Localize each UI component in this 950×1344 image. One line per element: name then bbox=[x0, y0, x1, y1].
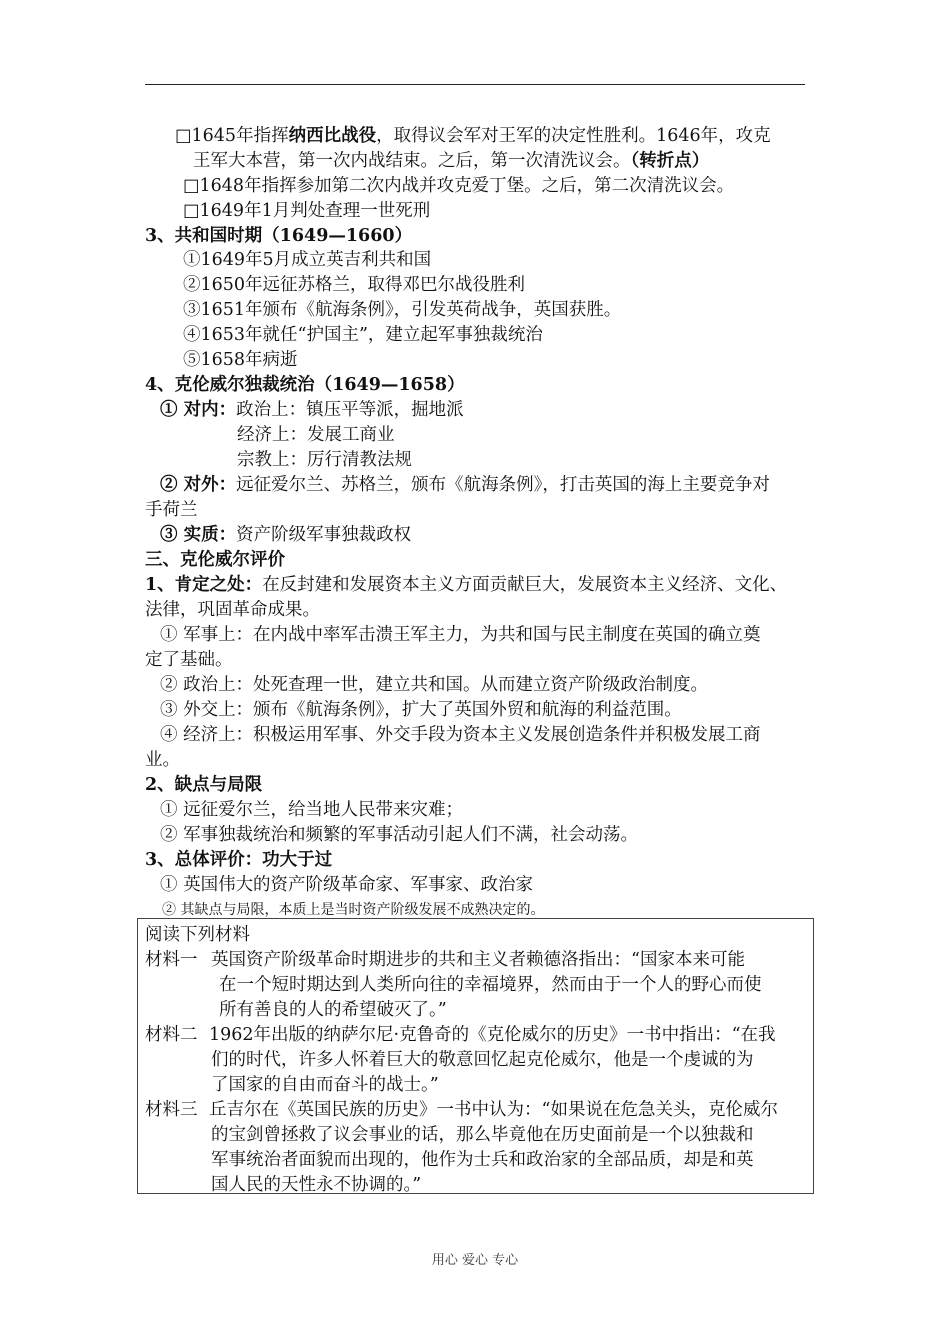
essence bbox=[160, 524, 411, 546]
republic-item-1: ①1649年5月成立英吉利共和国 bbox=[183, 250, 432, 270]
material-2-line-1: 1962年出版的纳萨尔尼·克鲁奇的《克伦威尔的历史》一书中指出：“在我 bbox=[209, 1025, 776, 1045]
material-2-line-2: 们的时代，许多人怀着巨大的敬意回忆起克伦威尔，他是一个虔诚的为 bbox=[211, 1050, 754, 1070]
item-1646-text: 王军大本营，第一次内战结束。之后，第一次清洗议会。 bbox=[193, 151, 631, 171]
heading-evaluation: 三、克伦威尔评价 bbox=[145, 550, 285, 570]
republic-item-5: ⑤1658年病逝 bbox=[183, 350, 298, 370]
heading-dictatorship: 4、克伦威尔独裁统治（1649—1658） bbox=[145, 375, 465, 395]
economic-eval-cont: 业。 bbox=[145, 750, 180, 770]
item-1645-text: □1645年指挥 bbox=[175, 126, 289, 146]
material-1-label: 材料一 bbox=[145, 950, 198, 970]
page-footer: 用心 爱心 专心 bbox=[431, 1253, 519, 1268]
material-3-line-4: 国人民的天性永不协调的。” bbox=[211, 1175, 422, 1195]
heading-republic: 3、共和国时期（1649—1660） bbox=[145, 226, 413, 246]
item-1648: □1648年指挥参加第二次内战并攻克爱丁堡。之后，第二次清洗议会。 bbox=[183, 176, 735, 196]
positive-label: 1、肯定之处： bbox=[145, 575, 263, 595]
positive-text: 在反封建和发展资本主义方面贡献巨大，发展资本主义经济、文化、 bbox=[262, 575, 788, 595]
foreign-text-cont: 手荷兰 bbox=[145, 500, 198, 520]
material-3-line-1: 丘吉尔在《英国民族的历史》一书中认为：“如果说在危急关头，克伦威尔 bbox=[209, 1100, 778, 1120]
domestic-religion: 宗教上：厉行清教法规 bbox=[237, 450, 412, 470]
material-1-line-1: 英国资产阶级革命时期进步的共和主义者赖德洛指出：“国家本来可能 bbox=[211, 950, 745, 970]
overall-1: ① 英国伟大的资产阶级革命家、军事家、政治家 bbox=[160, 875, 534, 895]
item-1645-text-cont: ，取得议会军对王军的决定性胜利。1646年，攻克 bbox=[376, 126, 771, 146]
foreign-label: ② 对外： bbox=[160, 475, 237, 495]
naseby-battle: 纳西比战役 bbox=[288, 126, 377, 146]
material-1-line-3: 所有善良的人的希望破灭了。” bbox=[219, 1000, 447, 1020]
header-rule bbox=[145, 84, 805, 85]
domestic-label: ① 对内： bbox=[160, 400, 237, 420]
military-eval-cont: 定了基础。 bbox=[145, 650, 233, 670]
item-1646 bbox=[193, 150, 709, 172]
shortcoming-1: ① 远征爱尔兰，给当地人民带来灾难； bbox=[160, 800, 464, 820]
domestic-economy: 经济上：发展工商业 bbox=[237, 425, 395, 445]
republic-item-4: ④1653年就任“护国主”，建立起军事独裁统治 bbox=[183, 325, 543, 345]
material-2-label: 材料二 bbox=[145, 1025, 198, 1045]
domestic-politics-text: 政治上：镇压平等派，掘地派 bbox=[236, 400, 464, 420]
economic-eval: ④ 经济上：积极运用军事、外交手段为资本主义发展创造条件并积极发展工商 bbox=[160, 725, 761, 745]
positive-text-cont: 法律，巩固革命成果。 bbox=[145, 600, 320, 620]
essence-text: 资产阶级军事独裁政权 bbox=[236, 525, 412, 545]
material-1-line-2: 在一个短时期达到人类所向往的幸福境界，然而由于一个人的野心而使 bbox=[219, 975, 762, 995]
item-1649: □1649年1月判处查理一世死刑 bbox=[183, 201, 431, 221]
item-1645 bbox=[175, 125, 771, 147]
material-3-line-3: 军事统治者面貌而出现的，他作为士兵和政治家的全部品质，却是和英 bbox=[211, 1150, 754, 1170]
turning-point: （转折点） bbox=[630, 151, 710, 171]
republic-item-2: ②1650年远征苏格兰，取得邓巴尔战役胜利 bbox=[183, 275, 526, 295]
foreign-text: 远征爱尔兰、苏格兰，颁布《航海条例》，打击英国的海上主要竞争对 bbox=[236, 475, 770, 495]
diplomatic-eval: ③ 外交上：颁布《航海条例》，扩大了英国外贸和航海的利益范围。 bbox=[160, 700, 682, 720]
box-title: 阅读下列材料 bbox=[145, 925, 250, 945]
political-eval: ② 政治上：处死查理一世，建立共和国。从而建立资产阶级政治制度。 bbox=[160, 675, 709, 695]
heading-shortcomings: 2、缺点与局限 bbox=[145, 775, 263, 795]
positive-aspects bbox=[145, 574, 787, 596]
military-eval: ① 军事上：在内战中率军击溃王军主力，为共和国与民主制度在英国的确立奠 bbox=[160, 625, 761, 645]
republic-item-3: ③1651年颁布《航海条例》，引发英荷战争，英国获胜。 bbox=[183, 300, 622, 320]
heading-overall: 3、总体评价：功大于过 bbox=[145, 850, 333, 870]
shortcoming-2: ② 军事独裁统治和频繁的军事活动引起人们不满，社会动荡。 bbox=[160, 825, 639, 845]
foreign-policy bbox=[160, 474, 770, 496]
material-3-line-2: 的宝剑曾拯救了议会事业的话，那么毕竟他在历史面前是一个以独裁和 bbox=[211, 1125, 754, 1145]
material-3-label: 材料三 bbox=[145, 1100, 198, 1120]
overall-2: ② 其缺点与局限，本质上是当时资产阶级发展不成熟决定的。 bbox=[162, 902, 545, 918]
essence-label: ③ 实质： bbox=[160, 525, 237, 545]
domestic-politics bbox=[160, 399, 464, 421]
material-2-line-3: 了国家的自由而奋斗的战士。” bbox=[211, 1075, 439, 1095]
